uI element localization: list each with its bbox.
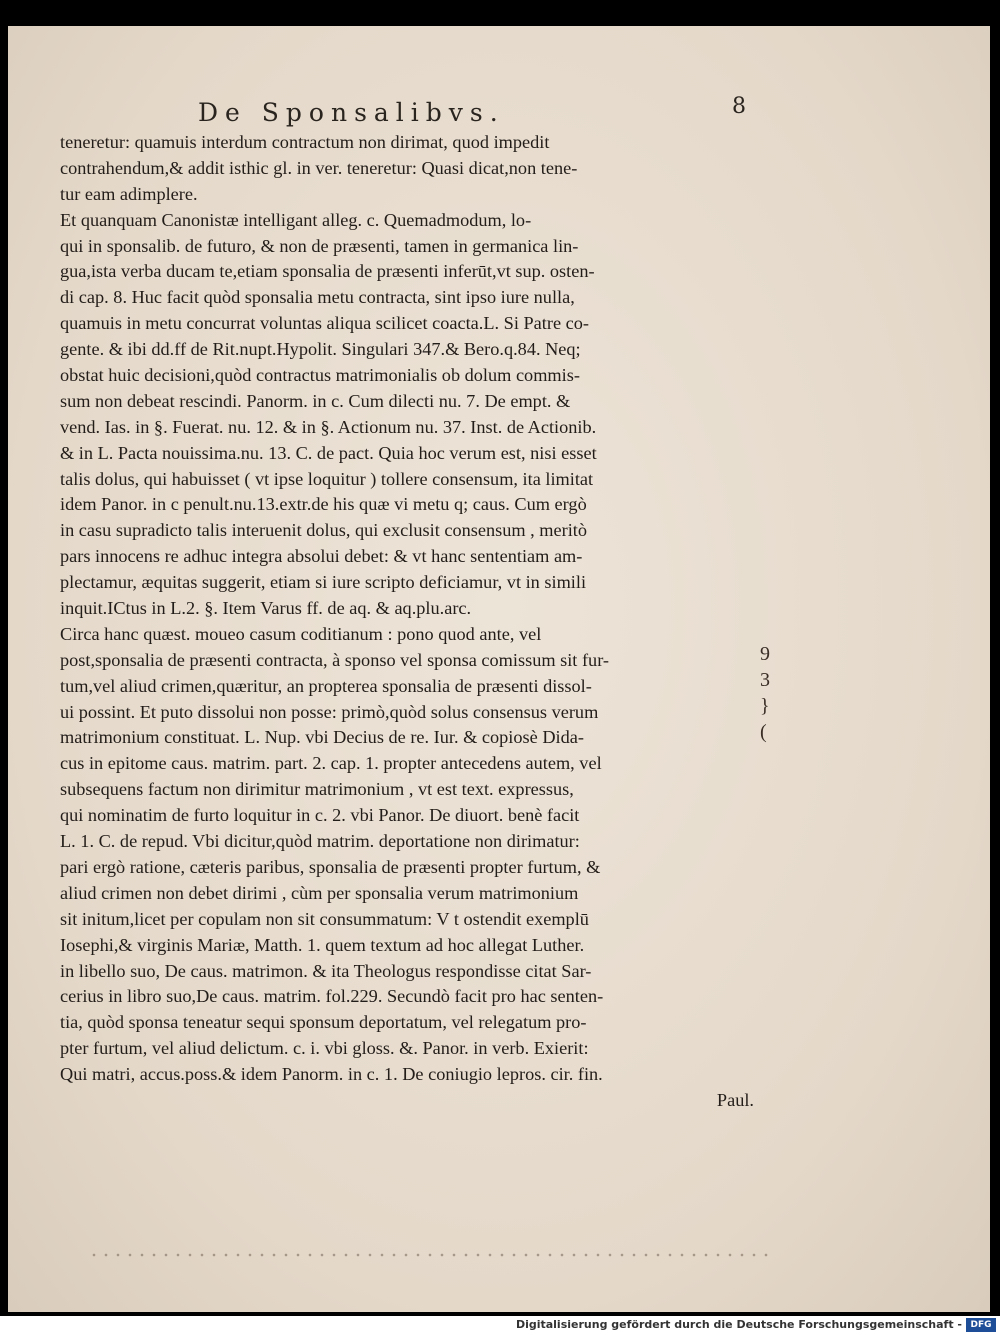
margin-note: ( (760, 720, 767, 743)
body-text (60, 130, 760, 1114)
text-line: tur eam adimplere. (60, 183, 198, 204)
margin-notes (760, 642, 780, 746)
text-line: pter furtum, vel aliud delictum. c. i. vbi gloss. &. Panor. in verb. Exierit: (60, 1038, 589, 1059)
text-line: idem Panor. in c penult.nu.13.extr.de his quæ vi metu q; caus. Cum ergò (60, 494, 587, 515)
text-line: aliud crimen non debet dirimi , cùm per sponsalia verum matrimonium (60, 882, 579, 903)
text-line: vend. Ias. in §. Fuerat. nu. 12. & in §. Actionum nu. 37. Inst. de Actionib. (60, 416, 597, 437)
text-line: Et quanquam Canonistæ intelligant alleg. c. Quemadmodum, lo- (60, 209, 532, 230)
catchword: Paul. (716, 1089, 754, 1110)
text-line: plectamur, æquitas suggerit, etiam si iure scripto deficiamur, vt in simili (60, 572, 587, 593)
text-line: gente. & ibi dd.ff de Rit.nupt.Hypolit. Singulari 347.& Bero.q.84. Neq; (60, 339, 581, 360)
text-line: in casu supradicto talis interuenit dolus, qui exclusit consensum , meritò (60, 520, 588, 541)
text-line: ui possint. Et puto dissolui non posse: primò,quòd solus consensus verum (60, 701, 599, 722)
text-line: qui in sponsalib. de futuro, & non de præsenti, tamen in germanica lin- (60, 235, 579, 256)
text-line: tum,vel aliud crimen,quæritur, an propterea sponsalia de præsenti dissol- (60, 675, 592, 696)
text-line: qui nominatim de furto loquitur in c. 2. vbi Panor. De diuort. benè facit (60, 805, 580, 826)
text-line: obstat huic decisioni,quòd contractus matrimonialis ob dolum commis- (60, 365, 580, 386)
text-line: sum non debeat rescindi. Panorm. in c. Cum dilecti nu. 7. De empt. & (60, 390, 571, 411)
text-line: pari ergò ratione, cæteris paribus, sponsalia de præsenti propter furtum, & (60, 856, 601, 877)
text-line: post,sponsalia de præsenti contracta, à sponso vel sponsa comissum sit fur- (60, 649, 609, 670)
text-line: & in L. Pacta nouissima.nu. 13. C. de pact. Quia hoc verum est, nisi esset (60, 442, 597, 463)
margin-note: 3 (760, 668, 770, 691)
text-line: in libello suo, De caus. matrimon. & ita Theologus respondisse citat Sar- (60, 960, 592, 981)
text-line: pars innocens re adhuc integra absolui debet: & vt hanc sententiam am- (60, 546, 583, 567)
book-page (8, 26, 990, 1312)
running-head: De Sponsalibvs. (198, 98, 505, 127)
footer-credit: Digitalisierung gefördert durch die Deutsche Forschungsgemeinschaft - (515, 1318, 962, 1331)
text-line: cerius in libro suo,De caus. matrim. fol.229. Secundò facit pro hac senten- (60, 986, 604, 1007)
text-line: talis dolus, qui habuisset ( vt ipse loquitur ) tollere consensum, ita limitat (60, 468, 594, 489)
text-line: inquit.ICtus in L.2. §. Item Varus ff. de aq. & aq.plu.arc. (60, 598, 472, 619)
margin-note: 9 (760, 643, 770, 665)
text-line: matrimonium constituat. L. Nup. vbi Decius de re. Iur. & copiosè Dida- (60, 727, 584, 748)
text-line: Qui matri, accus.poss.& idem Panorm. in c. 1. De coniugio lepros. cir. fin. (60, 1064, 603, 1085)
margin-note: } (760, 694, 770, 717)
decorative-border (88, 1248, 768, 1262)
text-line: contrahendum,& addit isthic gl. in ver. teneretur: Quasi dicat,non tene- (60, 157, 578, 178)
text-line: sit initum,licet per copulam non sit consummatum: V t ostendit exemplū (60, 908, 589, 929)
text-line: tia, quòd sponsa teneatur sequi sponsum deportatum, vel relegatum pro- (60, 1012, 587, 1033)
text-line: cus in epitome caus. matrim. part. 2. cap. 1. propter antecedens autem, vel (60, 753, 602, 774)
dfg-logo-icon: DFG (966, 1318, 996, 1332)
text-line: Iosephi,& virginis Mariæ, Matth. 1. quem textum ad hoc allegat Luther. (60, 934, 585, 955)
text-line: subsequens factum non dirimitur matrimonium , vt est text. expressus, (60, 779, 574, 800)
page-number: 8 (732, 94, 746, 119)
text-line: di cap. 8. Huc facit quòd sponsalia metu contracta, sint ipso iure nulla, (60, 287, 575, 308)
footer-bar (0, 1316, 1000, 1335)
text-line: quamuis in metu concurrat voluntas aliqua scilicet coacta.L. Si Patre co- (60, 313, 589, 334)
text-line: Circa hanc quæst. moueo casum coditianum : pono quod ante, vel (60, 623, 542, 644)
text-line: L. 1. C. de repud. Vbi dicitur,quòd matrim. deportatione non dirimatur: (60, 831, 580, 852)
text-line: gua,ista verba ducam te,etiam sponsalia de præsenti inferūt,vt sup. osten- (60, 261, 595, 282)
text-line: teneretur: quamuis interdum contractum non dirimat, quod impedit (60, 132, 550, 152)
